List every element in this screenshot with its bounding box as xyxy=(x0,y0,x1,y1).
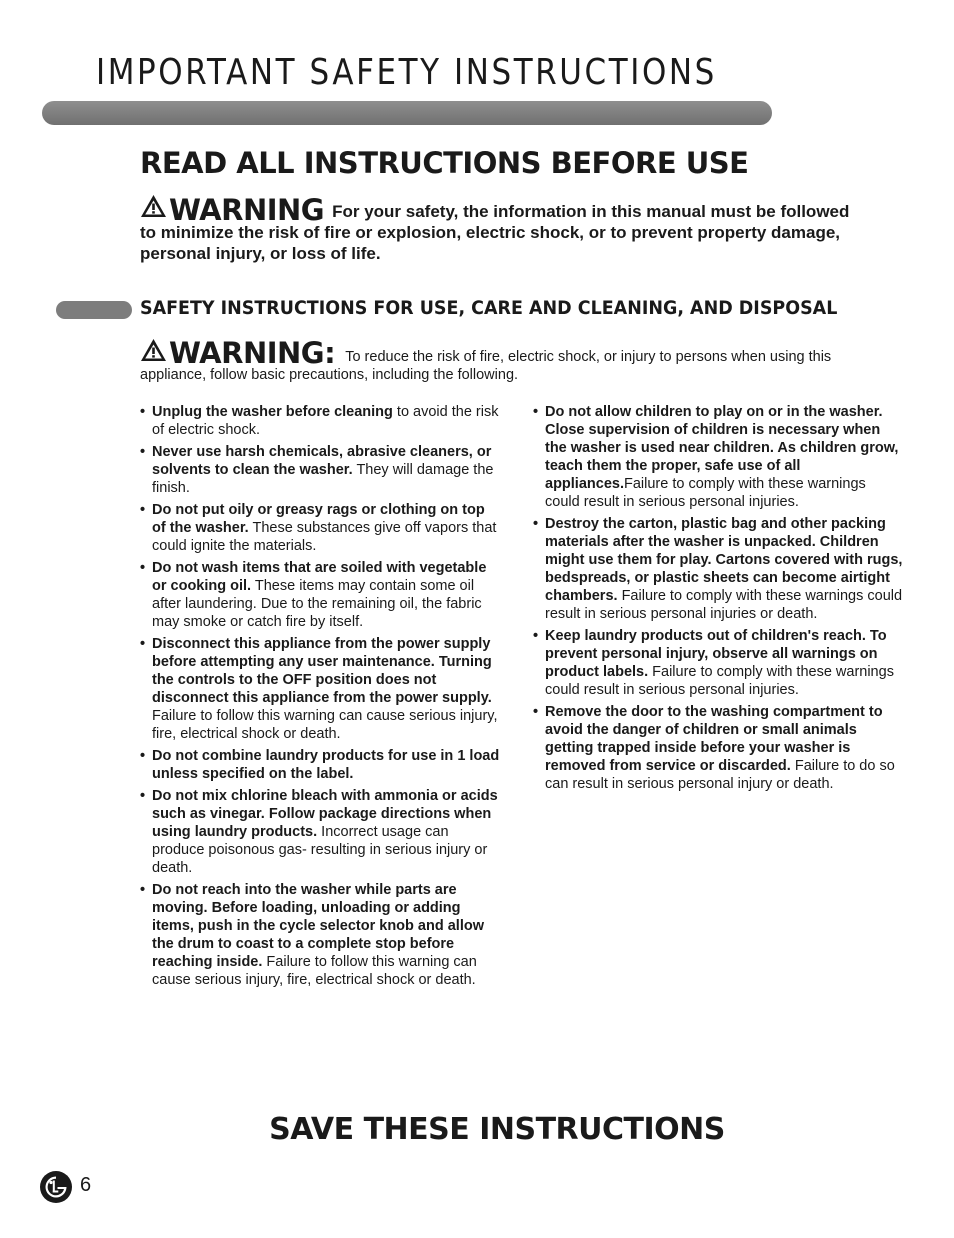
list-item-text: Failure to follow this warning can cause serious injury, fire, electrical shock or death. xyxy=(152,708,498,742)
list-item-bold: Never use harsh chemicals, abrasive cleaners, or solvents to clean the washer. xyxy=(152,444,492,478)
list-item xyxy=(140,881,502,989)
list-item xyxy=(140,501,502,555)
list-item-text: Failure to do so can result in serious personal injury or death. xyxy=(545,758,895,792)
list-item-bold: Remove the door to the washing compartment to avoid the danger of children or small animals getting trapped inside before your washer is removed from service or discarded. xyxy=(545,704,883,774)
page-number: 6 xyxy=(80,1174,92,1196)
header-title: IMPORTANT SAFETY INSTRUCTIONS xyxy=(96,52,717,93)
list-item xyxy=(533,703,903,793)
list-item xyxy=(533,403,903,511)
list-item-bold: Disconnect this appliance from the power supply before attempting any user maintenance. Turning the controls to the OFF position does not disconnect this appliance from the power supply. xyxy=(152,636,492,706)
instructions-right-column xyxy=(533,403,903,797)
warning-triangle-icon xyxy=(140,338,167,362)
warning-text: To reduce the risk of fire, electric shock, or injury to persons when using this appliance, follow basic precautions, including the following. xyxy=(140,349,832,383)
save-instructions-title: SAVE THESE INSTRUCTIONS xyxy=(269,1112,725,1147)
list-item xyxy=(140,635,502,743)
list-item-text: Failure to follow this warning can cause serious injury, fire, electrical shock or death. xyxy=(152,954,477,988)
list-item-text: These substances give off vapors that could ignite the materials. xyxy=(152,520,497,554)
list-item-bold: Unplug the washer before cleaning xyxy=(152,404,393,420)
list-item xyxy=(140,787,502,877)
list-item-text: Incorrect usage can produce poisonous gas- resulting in serious injury or death. xyxy=(152,824,488,876)
list-item-bold: Do not mix chlorine bleach with ammonia or acids such as vinegar. Follow package directions when using laundry products. xyxy=(152,788,498,840)
list-item-text: Failure to comply with these warnings could result in serious personal injuries or death. xyxy=(545,588,903,622)
warning-triangle-icon xyxy=(140,194,167,218)
list-item-text: They will damage the finish. xyxy=(152,462,494,496)
list-item-bold: Destroy the carton, plastic bag and other packing materials after the washer is unpacked. Children might use them for play. Cartons covered with rugs, bedspreads, or plastic sheets can become airtight chambers. xyxy=(545,516,903,604)
list-item-bold: Keep laundry products out of children's reach. To prevent personal injury, observe all warnings on product labels. xyxy=(545,628,887,680)
read-instructions-title: READ ALL INSTRUCTIONS BEFORE USE xyxy=(140,146,749,180)
warning-label: WARNING: xyxy=(169,336,336,370)
list-item xyxy=(140,443,502,497)
list-item xyxy=(533,515,903,623)
list-item-bold: Do not allow children to play on or in the washer. Close supervision of children is necessary when the washer is used near children. As children grow, teach them the proper, safe use of all appliances. xyxy=(545,404,899,492)
list-item xyxy=(140,403,502,439)
list-item-text: Failure to comply with these warnings could result in serious personal injuries. xyxy=(545,664,894,698)
section-pill xyxy=(56,301,132,319)
header-bar xyxy=(42,101,772,125)
warning-label: WARNING xyxy=(169,193,325,227)
warning-text: For your safety, the information in this manual must be followed to minimize the risk of fire or explosion, electric shock, or to prevent property damage, personal injury, or loss of life. xyxy=(140,202,850,263)
section-title: SAFETY INSTRUCTIONS FOR USE, CARE AND CLEANING, AND DISPOSAL xyxy=(140,297,838,319)
lg-logo-icon xyxy=(39,1170,73,1204)
list-item-bold: Do not put oily or greasy rags or clothing on top of the washer. xyxy=(152,502,485,536)
list-item-bold: Do not combine laundry products for use in 1 load unless specified on the label. xyxy=(152,748,500,782)
list-item xyxy=(140,559,502,631)
list-item xyxy=(140,747,502,783)
list-item-text: to avoid the risk of electric shock. xyxy=(152,404,499,438)
warning-block-2 xyxy=(140,338,885,384)
list-item-text: Failure to comply with these warnings could result in serious personal injuries. xyxy=(545,476,866,510)
list-item-text: These items may contain some oil after laundering. Due to the remaining oil, the fabric may smoke or catch fire by itself. xyxy=(152,578,482,630)
list-item xyxy=(533,627,903,699)
list-item-bold: Do not wash items that are soiled with vegetable or cooking oil. xyxy=(152,560,487,594)
instructions-left-column xyxy=(140,403,502,993)
list-item-bold: Do not reach into the washer while parts are moving. Before loading, unloading or adding items, push in the cycle selector knob and allow the drum to coast to a complete stop before reaching inside. xyxy=(152,882,484,970)
warning-block-1 xyxy=(140,194,860,264)
